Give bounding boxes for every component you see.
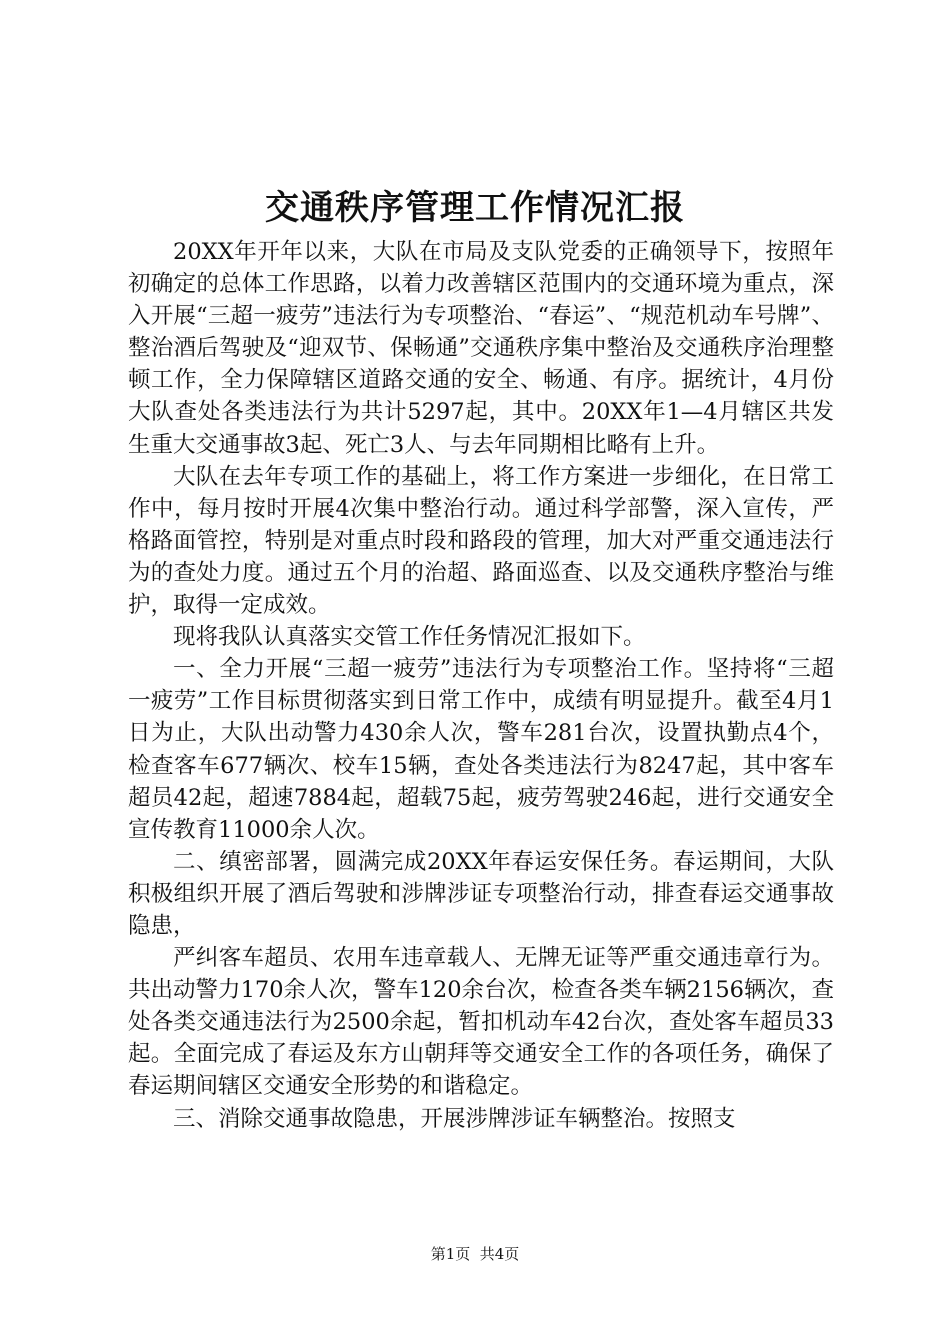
paragraph-intro: 20XX年开年以来，大队在市局及支队党委的正确领导下，按照年初确定的总体工作思路，以着力改善辖区范围内的交通环境为重点，深入开展“三超一疲劳”违法行为专项整治、“春运”、“规范机动车号牌”、整治酒后驾驶及“迎双节、保畅通”交通秩序集中整治及交通秩序治理整顿工作，全力保障辖区道路交通的安全、畅通、有序。据统计，4月份大队查处各类违法行为共计5297起，其中。20XX年1—4月辖区共发生重大交通事故3起、死亡3人、与去年同期相比略有上升。 bbox=[128, 239, 834, 458]
paragraph-section-2: 二、缜密部署，圆满完成20XX年春运安保任务。春运期间，大队积极组织开展了酒后驾驶和涉牌涉证专项整治行动，排查春运交通事故隐患， bbox=[128, 848, 834, 939]
paragraph-basis: 大队在去年专项工作的基础上，将工作方案进一步细化，在日常工作中，每月按时开展4次集中整治行动。通过科学部警，深入宣传，严格路面管控，特别是对重点时段和路段的管理，加大对严重交通违法行为的查处力度。通过五个月的治超、路面巡查、以及交通秩序整治与维护，取得一定成效。 bbox=[128, 463, 834, 619]
paragraph-section-2-cont: 严纠客车超员、农用车违章载人、无牌无证等严重交通违章行为。共出动警力170余人次，警车120余台次，检查各类车辆2156辆次，查处各类交通违法行为2500余起，暂扣机动车42台次，查处客车超员33起。全面完成了春运及东方山朝拜等交通安全工作的各项任务，确保了春运期间辖区交通安全形势的和谐稳定。 bbox=[128, 945, 834, 1100]
paragraph-report-lead: 现将我队认真落实交管工作任务情况汇报如下。 bbox=[173, 624, 646, 651]
document-title: 交通秩序管理工作情况汇报 bbox=[265, 188, 685, 228]
document-body bbox=[128, 236, 834, 1135]
paragraph-section-1: 一、全力开展“三超一疲劳”违法行为专项整治工作。坚持将“三超一疲劳”工作目标贯彻落实到日常工作中，成绩有明显提升。截至4月1日为止，大队出动警力430余人次，警车281台次，设置执勤点4个，检查客车677辆次、校车15辆，查处各类违法行为8247起，其中客车超员42起，超速7884起，超载75起，疲劳驾驶246起，进行交通安全宣传教育11000余人次。 bbox=[128, 656, 834, 843]
page-number-footer: 第1页 共4页 bbox=[430, 1245, 520, 1263]
paragraph-section-3: 三、消除交通事故隐患，开展涉牌涉证车辆整治。按照支 bbox=[173, 1105, 736, 1132]
